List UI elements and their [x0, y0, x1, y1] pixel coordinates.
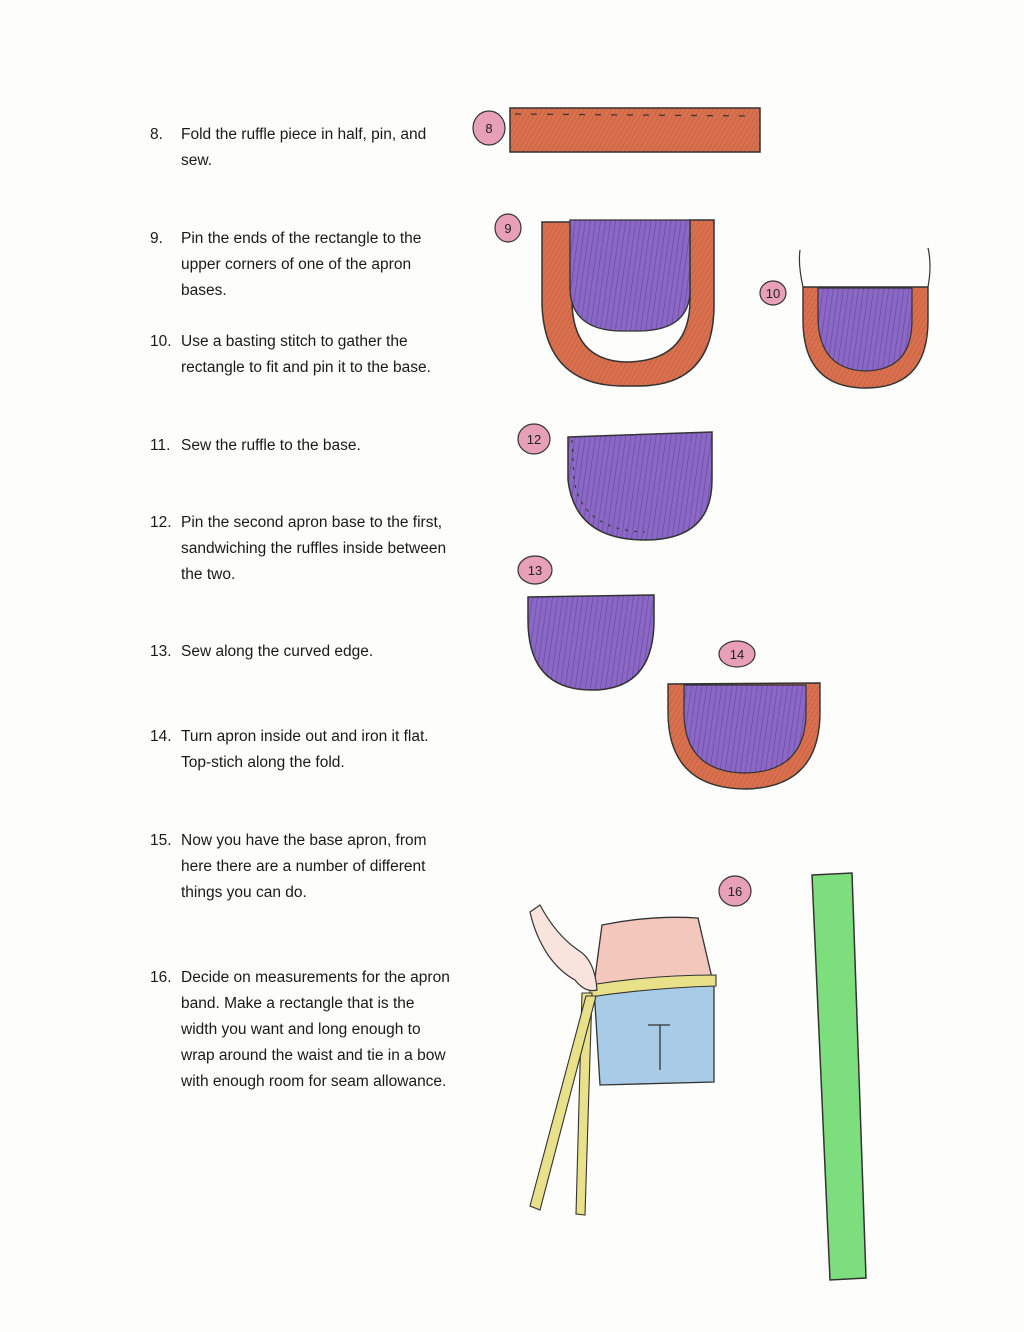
- step-text: Now you have the base apron, from here there are a number of different things you can do.: [181, 832, 427, 901]
- fig12-second-base: [518, 424, 712, 540]
- fig12-label: 12: [526, 432, 542, 447]
- fig13-label: 13: [527, 563, 543, 578]
- step-text: Fold the ruffle piece in half, pin, and sew.: [181, 126, 427, 169]
- step-text: Sew the ruffle to the base.: [181, 437, 361, 454]
- step-text: Pin the second apron base to the first, sandwiching the ruffles inside between the two.: [181, 514, 447, 583]
- fig16-measure-waist: [530, 873, 866, 1280]
- step-text: Sew along the curved edge.: [181, 643, 374, 660]
- step-number: 15.: [150, 832, 172, 849]
- step-number: 10.: [150, 333, 172, 350]
- fig8-ruffle-strip: [473, 108, 760, 152]
- fig16-label: 16: [727, 884, 743, 899]
- fig10-gathered-ruffle: [760, 248, 930, 388]
- step-text: Use a basting stitch to gather the rectangle to fit and pin it to the base.: [181, 333, 431, 376]
- step-number: 11.: [150, 437, 171, 454]
- fig10-label: 10: [765, 286, 781, 301]
- step-number: 13.: [150, 643, 172, 660]
- fig9-pinned-ruffle: [495, 214, 714, 386]
- step-number: 8.: [150, 126, 163, 143]
- step-text: Pin the ends of the rectangle to the upper corners of one of the apron bases.: [181, 230, 422, 299]
- step-number: 12.: [150, 514, 172, 531]
- fig9-label: 9: [504, 221, 512, 236]
- step-text: Decide on measurements for the apron band. Make a rectangle that is the width you want and long enough to wrap around the waist and tie in a bow with enough room for seam allowance.: [181, 969, 450, 1090]
- step-number: 9.: [150, 230, 163, 247]
- fig14-label: 14: [729, 647, 745, 662]
- fig14-turned-apron: [668, 641, 820, 789]
- fig8-label: 8: [485, 121, 493, 136]
- fig13-sewn-base: [518, 556, 654, 690]
- step-number: 16.: [150, 969, 172, 986]
- step-number: 14.: [150, 728, 172, 745]
- step-text: Turn apron inside out and iron it flat. Top-stich along the fold.: [181, 728, 429, 771]
